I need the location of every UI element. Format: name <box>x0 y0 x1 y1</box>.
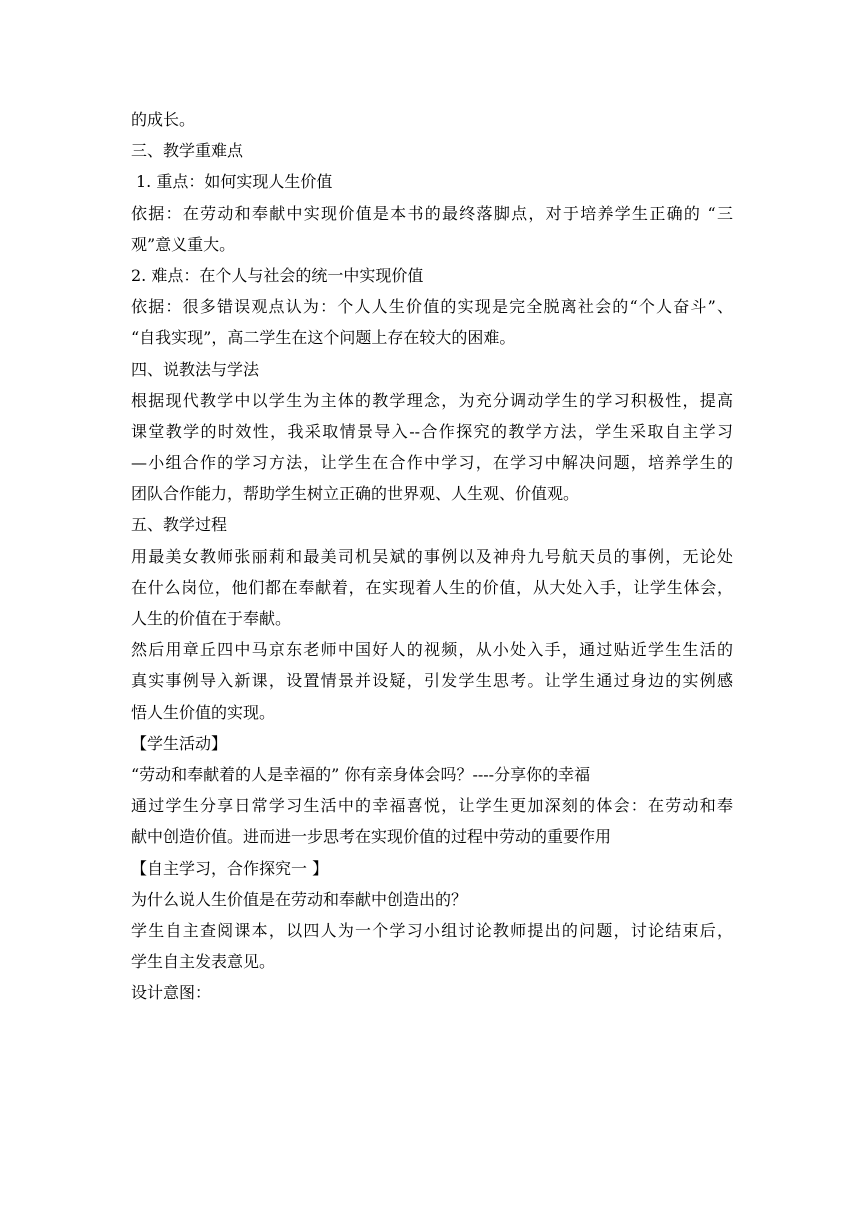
text-line: 学生自主查阅课本，以四人为一个学习小组讨论教师提出的问题，讨论结束后， <box>131 920 733 940</box>
text-line: 真实事例导入新课，设置情景并设疑，引发学生思考。让学生通过身边的实例感 <box>131 671 733 691</box>
text-line: 团队合作能力，帮助学生树立正确的世界观、人生观、价值观。 <box>131 484 580 504</box>
text-line: 【学生活动】 <box>131 733 228 753</box>
text-line: 课堂教学的时效性，我采取情景导入--合作探究的教学方法，学生采取自主学习 <box>131 421 733 441</box>
text-line: 依据：在劳动和奉献中实现价值是本书的最终落脚点，对于培养学生正确的 “三 <box>131 203 733 223</box>
text-line: 三、教学重难点 <box>131 141 244 161</box>
text-line: 用最美女教师张丽莉和最美司机吴斌的事例以及神舟九号航天员的事例，无论处 <box>131 546 733 566</box>
text-line: 的成长。 <box>131 110 196 129</box>
text-line: 2. 难点：在个人与社会的统一中实现价值 <box>131 265 424 285</box>
text-line: 为什么说人生价值是在劳动和奉献中创造出的？ <box>131 889 468 909</box>
text-line: “自我实现”，高二学生在这个问题上存在较大的困难。 <box>131 328 516 348</box>
text-line: 在什么岗位，他们都在奉献着，在实现着人生的价值，从大处入手，让学生体会， <box>131 577 733 597</box>
text-line: —小组合作的学习方法，让学生在合作中学习，在学习中解决问题，培养学生的 <box>131 453 733 473</box>
text-line: 依据：很多错误观点认为：个人人生价值的实现是完全脱离社会的“个人奋斗”、 <box>131 297 733 317</box>
text-line: 献中创造价值。进而进一步思考在实现价值的过程中劳动的重要作用 <box>131 827 612 847</box>
text-line: 根据现代教学中以学生为主体的教学理念，为充分调动学生的学习积极性，提高 <box>131 390 733 410</box>
text-line: 五、教学过程 <box>131 515 228 535</box>
text-line: 人生的价值在于奉献。 <box>131 609 292 628</box>
document-body <box>131 104 733 1008</box>
text-line: 学生自主发表意见。 <box>131 952 276 972</box>
text-line: 观”意义重大。 <box>131 234 236 254</box>
text-line: 设计意图： <box>131 983 212 1003</box>
text-line: 【自主学习，合作探究一 】 <box>131 858 329 878</box>
text-line: 1. 重点：如何实现人生价值 <box>136 172 333 192</box>
text-line: 然后用章丘四中马京东老师中国好人的视频，从小处入手，通过贴近学生生活的 <box>131 640 733 660</box>
text-line: 四、说教法与学法 <box>131 359 260 379</box>
text-line: “劳动和奉献着的人是幸福的” 你有亲身体会吗？----分享你的幸福 <box>131 764 591 784</box>
text-line: 通过学生分享日常学习生活中的幸福喜悦，让学生更加深刻的体会：在劳动和奉 <box>131 796 733 816</box>
text-line: 悟人生价值的实现。 <box>131 702 276 722</box>
